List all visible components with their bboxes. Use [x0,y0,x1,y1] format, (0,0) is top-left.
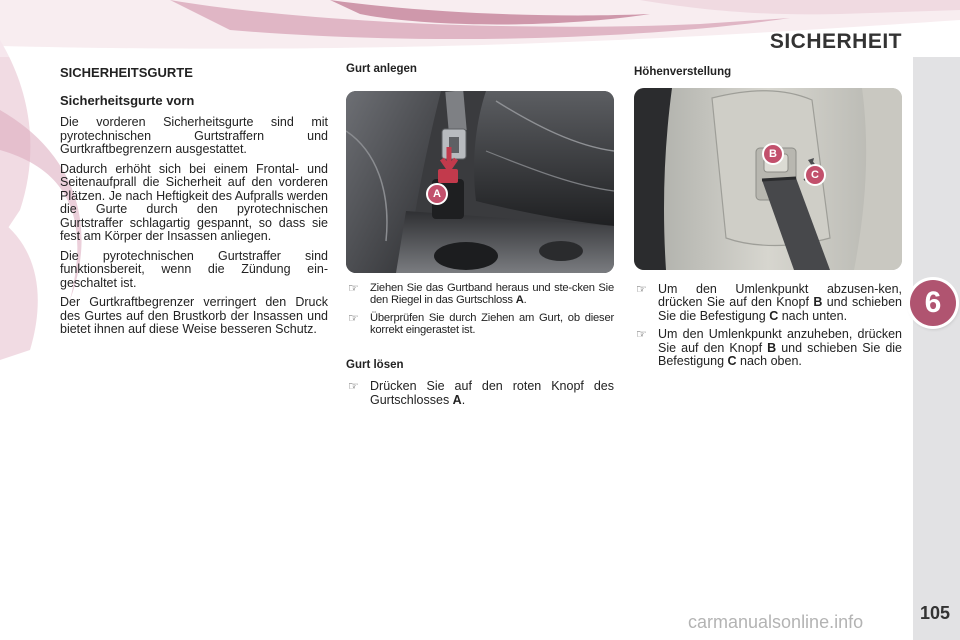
page-number: 105 [919,603,950,623]
paragraph: Dadurch erhöht sich bei einem Frontal- und Seitenaufprall die Sicherheit auf den vorderen Plätzen. Je nach Heftigkeit des Aufpralls werden die Gurte durch den pyrotechnischen Gurtstraffer schlagartig gespannt, so dass sie fest am Körper der Insassen anliegen. [60,161,328,243]
fasten-title: Gurt anlegen [346,63,417,75]
chapter-tab[interactable] [910,280,956,326]
step-text-2: und schieben Sie die Befestigung [658,340,903,368]
step-text-2: und schieben Sie die Befestigung [658,295,902,323]
pointing-hand-icon: ☞ [348,280,359,295]
step-text: Drücken Sie auf den roten Knopf des Gurtschlosses [370,379,614,407]
step-bold-2: C [727,354,737,368]
subsection-title: Sicherheitsgurte vorn [60,92,195,108]
chapter-number: 6 [924,286,942,319]
step-bold: A [515,294,524,306]
step-bold: B [767,340,777,355]
pointing-hand-icon: ☞ [348,310,359,325]
step-text: Um den Umlenkpunkt abzusen-ken, drücken Sie auf den Knopf [658,281,902,309]
release-steps-list [346,380,614,407]
step-bold: B [813,295,823,309]
paragraph: Die pyrotechnischen Gurtstraffer sind funktionsbereit, wenn die Zündung ein-geschaltet ist. [60,248,328,290]
sidebar-strip [913,57,960,640]
step-text: Überprüfen Sie durch Ziehen am Gurt, ob dieser korrekt eingerastet ist. [370,311,614,336]
label-c-text: C [811,168,819,181]
list-item [346,312,614,337]
label-b-text: B [769,147,777,160]
step-end: nach unten. [778,308,848,323]
step-text: Um den Umlenkpunkt anzuheben, drücken Sie auf den Knopf [658,327,902,355]
paragraph: Der Gurtkraftbegrenzer verringert den Druck des Gurtes auf den Brustkorb der Insassen und bietet ihnen auf diese Weise besseren Schutz. [60,295,328,336]
label-a-text: A [433,187,441,200]
list-item [346,380,614,407]
step-end: . [523,294,527,306]
height-adjust-title: Höhenverstellung [634,66,732,78]
height-adjust-steps-list [634,283,902,369]
page-header-title: SICHERHEIT [769,30,902,53]
label-c-marker [804,164,826,186]
pointing-hand-icon: ☞ [348,379,359,393]
column-height-adjust [634,66,902,374]
list-item [346,282,614,307]
column-intro [60,66,328,343]
release-title: Gurt lösen [346,358,404,371]
paragraph: Die vorderen Sicherheitsgurte sind mit pyrotechnischen Gurtstraffern und Gurtkraftbegrenzern ausgestattet. [60,115,328,156]
step-end: nach oben. [736,354,802,368]
buckle-photo [346,91,614,273]
step-bold-2: C [769,308,779,323]
list-item [634,283,902,324]
label-b-marker [762,143,784,165]
height-adjust-photo [634,88,902,270]
step-end: . [461,392,466,407]
column-fasten [346,63,614,412]
step-bold: A [452,392,462,407]
label-a-marker [426,183,448,205]
pointing-hand-icon: ☞ [636,327,647,341]
pointing-hand-icon: ☞ [636,281,647,296]
watermark-text[interactable]: carmanualsonline.info [688,612,864,632]
list-item [634,328,902,369]
step-text: Ziehen Sie das Gurtband heraus und ste-cken Sie den Riegel in das Gurtschloss [370,281,614,306]
fasten-steps-list [346,282,614,337]
section-title: SICHERHEITSGURTE [60,65,193,80]
